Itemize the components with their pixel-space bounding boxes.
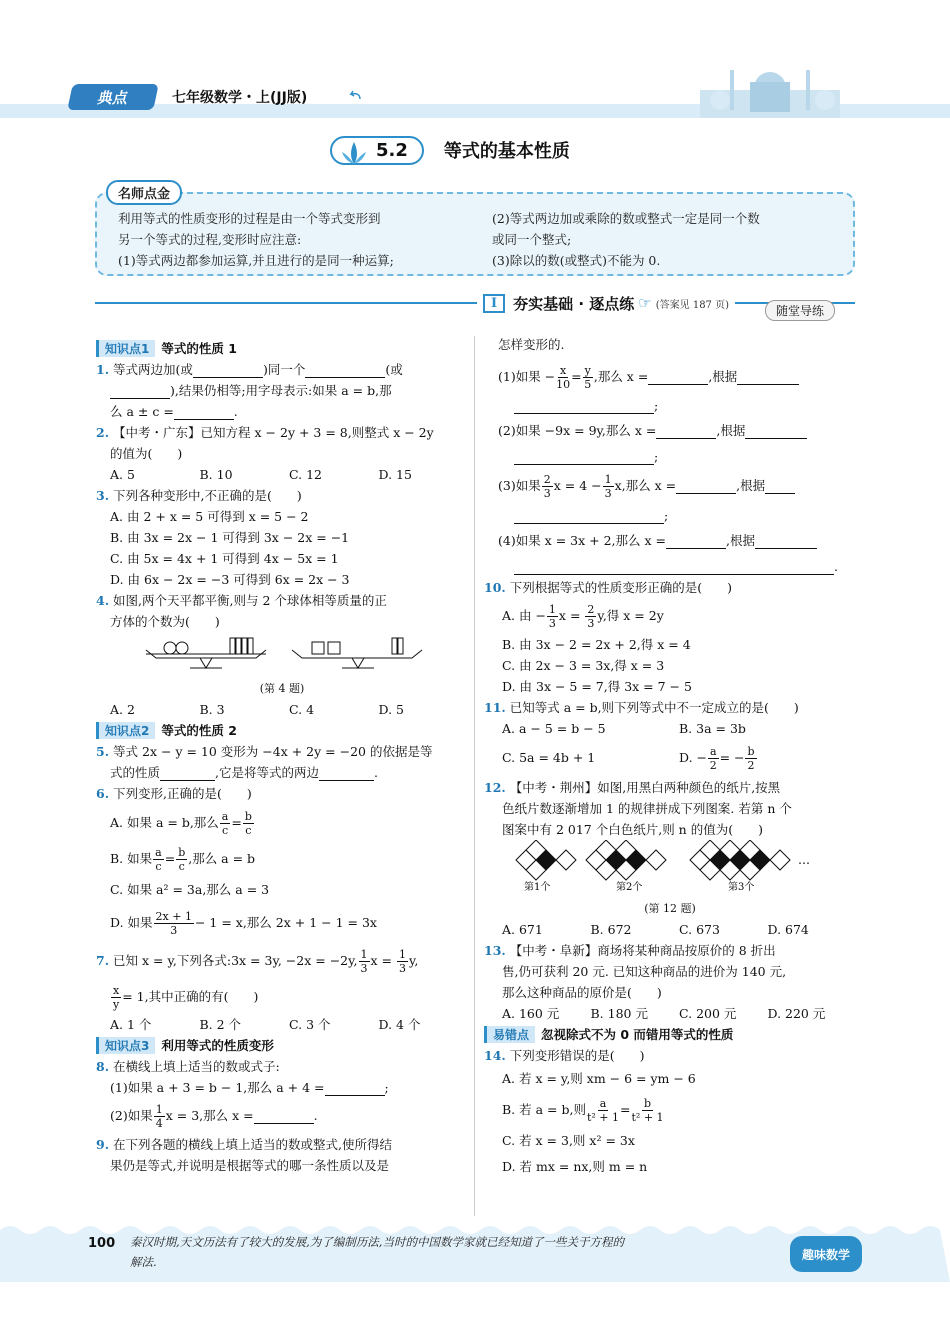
option[interactable]: D. 5 [378, 702, 404, 717]
question-text: 在横线上填上适当的数或式子: [113, 1059, 280, 1074]
question-14 [484, 1045, 856, 1066]
pointing-hand-icon: ☞ [638, 294, 652, 312]
option[interactable] [679, 739, 856, 777]
answer-blank[interactable] [745, 425, 807, 439]
kp-tag: 知识点1 [96, 340, 155, 357]
pattern-label-1: 第1个 [524, 882, 551, 892]
question-5-line2 [96, 762, 468, 783]
question-text: 么 a ± c = [110, 404, 174, 419]
tip-line: (2)等式两边加或乘除的数或整式一定是同一个数 [492, 211, 760, 226]
tip-line: (3)除以的数(或整式)不能为 0. [492, 253, 661, 268]
option-14a[interactable]: A. 若 x = y,则 xm − 6 = ym − 6 [502, 1071, 696, 1086]
figure-caption: (第 12 题) [644, 902, 696, 915]
equals: = [381, 953, 393, 968]
denominator: 2 [747, 759, 755, 772]
question-1-line3 [96, 401, 468, 422]
punctuation: ; [654, 398, 659, 413]
numerator: 2 [587, 603, 595, 616]
answer-blank[interactable] [193, 364, 263, 378]
answer-blank[interactable] [514, 510, 664, 524]
option[interactable]: B. 3 [199, 702, 225, 717]
question-text: 色纸片数逐渐增加 1 的规律拼成下列图案. 若第 n 个 [502, 801, 792, 816]
punctuation: . [374, 765, 378, 780]
option-14b[interactable] [484, 1092, 856, 1128]
option-text: D. − [679, 750, 707, 765]
option[interactable]: A. 1 个 [110, 1017, 152, 1032]
tips-right [492, 208, 842, 271]
equals: = [569, 608, 581, 623]
question-text: 式的性质 [110, 765, 161, 780]
question-number: 7. [96, 953, 110, 968]
question-number: 6. [96, 786, 110, 801]
question-text: 如图,两个天平都平衡,则与 2 个球体相等质量的正 [113, 593, 387, 608]
question-number: 5. [96, 744, 110, 759]
question-text: 【中考・广东】已知方程 x − 2y + 3 = 8,则整式 x − 2y [113, 425, 434, 440]
options [96, 464, 468, 485]
option[interactable]: C. 200 元 [679, 1006, 737, 1021]
options [484, 739, 856, 777]
question-text: ,根据 [708, 369, 738, 384]
tip-line: (1)等式两边都参加运算,并且进行的是同一种运算; [118, 253, 394, 268]
option-10a[interactable]: A. 由 − $\frac{1}{3}$ x = $\frac{2}{3}$ y,得 x = 2y [502, 603, 664, 630]
option[interactable]: D. 15 [378, 467, 412, 482]
answer-blank[interactable] [319, 767, 374, 781]
answer-blank[interactable] [514, 400, 654, 414]
answer-blank[interactable] [514, 451, 654, 465]
question-number: 14. [484, 1048, 506, 1063]
question-text: x = 4 − [553, 478, 602, 493]
denominator: 3 [170, 924, 178, 937]
denominator: c [221, 824, 229, 837]
question-text: 那么这种商品的原价是( ) [502, 985, 662, 1000]
option[interactable]: C. 3 个 [289, 1017, 331, 1032]
err-tag: 易错点 [484, 1026, 535, 1043]
question-number: 9. [96, 1137, 110, 1152]
question-4 [96, 590, 468, 611]
question-1-line2 [96, 380, 468, 401]
question-text: (4)如果 x = 3x + 2,那么 x = [498, 533, 666, 548]
error-point [484, 1024, 856, 1045]
band-title-text: 夯实基础 · 逐点练 [513, 294, 635, 313]
numerator: 2 [543, 473, 551, 486]
option-6d[interactable] [96, 904, 468, 942]
option-6b[interactable] [96, 842, 468, 876]
section-name: 等式的基本性质 [443, 141, 570, 162]
question-text: 果仍是等式,并说明是根据等式的哪一条性质以及是 [110, 1158, 389, 1173]
numerator: 1 [604, 473, 612, 486]
lotus-icon [338, 138, 370, 168]
question-11 [484, 697, 856, 718]
question-text: (或 [385, 362, 403, 377]
numerator: x [113, 984, 120, 997]
figure-caption: (第 4 题) [259, 682, 305, 695]
question-9-1-line2 [484, 395, 856, 416]
numerator: a [155, 846, 162, 859]
question-text: (2)如果 [110, 1108, 153, 1123]
option[interactable]: A. 5 [110, 467, 135, 482]
option[interactable]: B. 672 [590, 922, 632, 937]
question-text: ,根据 [736, 478, 766, 493]
footnote-line: 解法. [130, 1255, 157, 1269]
question-text: 等式 2x − y = 10 变形为 −4x + 2y = −20 的依据是等 [113, 744, 433, 759]
answer-blank[interactable] [160, 767, 215, 781]
left-column [96, 338, 468, 1176]
section-number: 5.2 [376, 139, 408, 161]
page-number: 100 [88, 1236, 116, 1251]
punctuation: ; [654, 449, 659, 464]
question-1 [96, 359, 468, 380]
question-9-4-line2 [484, 556, 856, 577]
denominator: 3 [548, 617, 556, 630]
option-text: A. 如果 a = b,那么 [110, 815, 219, 830]
question-text: x,那么 x = [614, 478, 677, 493]
question-text: (3)如果 [498, 478, 541, 493]
question-text: 的值为( ) [110, 446, 183, 461]
numerator: 1 [155, 1103, 163, 1116]
pattern-label-2: 第2个 [616, 882, 643, 892]
question-10 [484, 577, 856, 598]
question-7: 7. 已知 x = y,下列各式:3x = 3y, −2x = −2y, $\frac{1}{3}$ x = $\frac{1}{3}$ y, [96, 948, 419, 975]
numerator: b [244, 810, 252, 823]
options [484, 718, 856, 739]
denominator: c [155, 860, 162, 873]
denominator: 3 [399, 962, 406, 975]
roman-numeral: I [483, 294, 505, 313]
option[interactable]: B. 3a = 3b [679, 721, 746, 736]
footnote-line: 秦汉时期,天文历法有了较大的发展,为了编制历法,当时的中国数学家就已经知道了一些关于方程的 [130, 1235, 624, 1249]
denominator: t² + 1 [631, 1111, 664, 1124]
punctuation: ; [664, 508, 669, 523]
option[interactable]: D. 674 [767, 922, 809, 937]
denominator: 3 [587, 617, 595, 630]
numerator: x [560, 364, 567, 377]
numerator: b [178, 846, 186, 859]
err-title: 忽视除式不为 0 而错用等式的性质 [541, 1027, 734, 1042]
equals: = [164, 851, 176, 866]
question-text: x = 3,那么 x = [165, 1108, 254, 1123]
question-6 [96, 783, 468, 804]
question-9-2-line2 [484, 446, 856, 467]
denominator: c [245, 824, 252, 837]
question-8-2 [96, 1098, 468, 1134]
numerator: 1 [399, 948, 406, 961]
question-text: 已知等式 a = b,则下列等式中不一定成立的是( ) [509, 700, 799, 715]
denominator: 5 [584, 378, 592, 391]
answer-blank[interactable] [174, 406, 234, 420]
question-number: 2. [96, 425, 110, 440]
question-number: 13. [484, 943, 506, 958]
question-8 [96, 1056, 468, 1077]
option[interactable]: B. 2 个 [199, 1017, 242, 1032]
option[interactable]: C. 由 5x = 4x + 1 可得到 4x − 5x = 1 [110, 551, 339, 566]
option-text: B. 如果 [110, 851, 153, 866]
class-practice-tag: 随堂导练 [765, 300, 835, 321]
question-number: 11. [484, 700, 506, 715]
question-text: 已知 x = y,下列各式:3x = 3y, −2x = −2y, [113, 953, 358, 968]
kp-tag: 知识点3 [96, 1037, 155, 1054]
kp-tag: 知识点2 [96, 722, 155, 739]
balance-scales-figure [96, 632, 468, 672]
option-6c[interactable]: C. 如果 a² = 3a,那么 a = 3 [110, 882, 270, 897]
punctuation: . [233, 404, 238, 419]
numerator: 1 [548, 603, 556, 616]
tips-left [118, 208, 488, 271]
knowledge-point-2 [96, 720, 468, 741]
numerator: b [644, 1097, 652, 1110]
equals: = [231, 815, 242, 830]
question-5 [96, 741, 468, 762]
option[interactable]: B. 10 [199, 467, 233, 482]
option-10c[interactable]: C. 由 2x − 3 = 3x,得 x = 3 [502, 658, 665, 673]
option[interactable]: B. 由 3x = 2x − 1 可得到 3x − 2x = −1 [110, 530, 350, 545]
band-title [477, 293, 735, 314]
options [484, 1003, 856, 1024]
equals: = [571, 369, 582, 384]
option-text: − 1 = x,那么 2x + 1 − 1 = 3x [194, 915, 377, 930]
tip-line: 另一个等式的过程,变形时应注意: [118, 232, 302, 247]
question-text: 售,仍可获利 20 元. 已知这种商品的进价为 140 元, [502, 964, 787, 979]
question-number: 3. [96, 488, 110, 503]
option-6a[interactable] [96, 804, 468, 842]
question-text: (2)如果 −9x = 9y,那么 x = [498, 423, 657, 438]
question-9-1 [484, 359, 856, 395]
options [96, 1014, 468, 1035]
option[interactable]: D. 220 元 [767, 1006, 826, 1021]
book-title: 七年级数学・上(JJ版) [172, 90, 308, 106]
question-text: 图案中有 2 017 个白色纸片,则 n 的值为( ) [502, 822, 763, 837]
denominator: c [178, 860, 185, 873]
fun-math-badge: 趣味数学 [790, 1236, 862, 1272]
tile-pattern-figure [484, 840, 856, 892]
question-9-2 [484, 416, 856, 446]
question-text: ,那么 x = [593, 369, 649, 384]
question-number: 8. [96, 1059, 110, 1074]
ellipsis: … [798, 853, 810, 867]
question-text: = 1,其中正确的有( ) [122, 989, 259, 1004]
question-12 [484, 777, 856, 798]
option-10b[interactable]: B. 由 3x − 2 = 2x + 2,得 x = 4 [502, 637, 691, 652]
question-9-4 [484, 526, 856, 556]
knowledge-point-3 [96, 1035, 468, 1056]
denominator: 3 [543, 487, 551, 500]
denominator: t² + 1 [586, 1111, 620, 1124]
question-number: 12. [484, 780, 506, 795]
footnote [130, 1232, 770, 1272]
question-text: 怎样变形的. [498, 337, 565, 352]
column-divider [474, 336, 475, 1216]
option[interactable]: D. 4 个 [378, 1017, 421, 1032]
kp-title: 等式的性质 2 [161, 723, 237, 738]
option-text: B. 若 a = b,则 [502, 1102, 586, 1117]
section-heading [330, 132, 570, 168]
option[interactable]: D. 由 6x − 2x = −3 可得到 6x = 2x − 3 [110, 572, 350, 587]
answer-note: (答案见 187 页) [655, 299, 729, 311]
question-text: 下列变形,正确的是( ) [113, 786, 252, 801]
answer-blank[interactable] [254, 1110, 314, 1124]
option[interactable]: C. 5a = 4b + 1 [502, 750, 596, 765]
question-text: 下列变形错误的是( ) [509, 1048, 645, 1063]
question-13 [484, 940, 856, 961]
answer-blank[interactable] [325, 1082, 385, 1096]
answer-blank[interactable] [666, 535, 726, 549]
question-text: 【中考・荆州】如图,用黑白两种颜色的纸片,按黑 [509, 780, 781, 795]
punctuation: . [313, 1108, 318, 1123]
tip-line: 利用等式的性质变形的过程是由一个等式变形到 [118, 211, 381, 226]
numerator: b [747, 745, 755, 758]
question-text: 【中考・阜新】商场将某种商品按原价的 8 折出 [509, 943, 776, 958]
option-14d[interactable]: D. 若 mx = nx,则 m = n [502, 1159, 648, 1174]
equals: = [620, 1102, 631, 1117]
option-text: A. 由 − [502, 608, 546, 623]
section-number-badge [330, 136, 424, 165]
question-text: (1)如果 − [498, 369, 556, 384]
option-14c[interactable]: C. 若 x = 3,则 x² = 3x [502, 1133, 635, 1148]
tips-label: 名师点金 [106, 180, 182, 205]
option[interactable]: B. 180 元 [590, 1006, 648, 1021]
question-text: 在下列各题的横线上填上适当的数或整式,使所得结 [113, 1137, 393, 1152]
denominator: 2 [709, 759, 717, 772]
question-9-3-line2 [484, 505, 856, 526]
punctuation: . [834, 559, 838, 574]
answer-blank[interactable] [755, 535, 817, 549]
numerator: 2x + 1 [155, 910, 192, 923]
publisher-logo: 典点 [67, 84, 159, 110]
answer-blank[interactable] [514, 561, 834, 575]
option[interactable]: A. 671 [502, 922, 543, 937]
right-column [484, 334, 856, 1180]
option[interactable]: A. a − 5 = b − 5 [502, 721, 606, 736]
question-number: 4. [96, 593, 110, 608]
numerator: 1 [360, 948, 368, 961]
denominator: 10 [556, 378, 571, 391]
numerator: a [710, 745, 717, 758]
band-line [95, 302, 477, 304]
equals: = − [719, 750, 745, 765]
question-text: ,根据 [725, 533, 755, 548]
question-text: 下列根据等式的性质变形正确的是( ) [509, 580, 732, 595]
knowledge-point-1 [96, 338, 468, 359]
answer-blank[interactable] [765, 480, 795, 494]
tip-line: 或同一个整式; [492, 232, 572, 247]
pattern-label-3: 第3个 [728, 882, 755, 892]
numerator: y [584, 364, 591, 377]
question-2 [96, 422, 468, 443]
option[interactable]: C. 4 [289, 702, 315, 717]
denominator: 3 [360, 962, 368, 975]
answer-blank[interactable] [305, 364, 385, 378]
option-text: D. 如果 [110, 915, 153, 930]
punctuation: ; [384, 1080, 389, 1095]
question-number: 10. [484, 580, 506, 595]
city-skyline-icon [690, 60, 850, 118]
question-9-3 [484, 467, 856, 505]
denominator: 3 [604, 487, 612, 500]
option[interactable]: C. 12 [289, 467, 322, 482]
question-text: 等式两边加(或 [113, 362, 193, 377]
question-text: 下列各种变形中,不正确的是( ) [113, 488, 302, 503]
answer-blank[interactable] [676, 480, 736, 494]
exercise-band [95, 292, 855, 314]
answer-blank[interactable] [656, 425, 716, 439]
question-3 [96, 485, 468, 506]
option[interactable]: C. 673 [679, 922, 720, 937]
option-text: ,那么 a = b [188, 851, 256, 866]
answer-blank[interactable] [737, 371, 799, 385]
question-text: (1)如果 a + 3 = b − 1,那么 a + 4 = [110, 1080, 325, 1095]
options [96, 699, 468, 720]
answer-blank[interactable] [648, 371, 708, 385]
option-10d[interactable]: D. 由 3x − 5 = 7,得 3x = 7 − 5 [502, 679, 692, 694]
option[interactable]: A. 由 2 + x = 5 可得到 x = 5 − 2 [110, 509, 309, 524]
return-arrow-icon [348, 90, 362, 102]
denominator: 4 [155, 1117, 163, 1130]
options [484, 919, 856, 940]
question-text: ,根据 [716, 423, 746, 438]
option[interactable]: A. 160 元 [502, 1006, 560, 1021]
question-8-1 [96, 1077, 468, 1098]
question-text: ,它是将等式的两边 [215, 765, 319, 780]
kp-title: 利用等式的性质变形 [161, 1038, 274, 1053]
answer-blank[interactable] [110, 385, 170, 399]
numerator: a [221, 810, 229, 823]
question-7-line2 [96, 980, 468, 1014]
question-text: ),结果仍相等;用字母表示:如果 a = b,那 [170, 383, 392, 398]
option-text: ,得 x = 2y [602, 608, 664, 623]
question-number: 1. [96, 362, 110, 377]
kp-title: 等式的性质 1 [161, 341, 237, 356]
option[interactable]: A. 2 [110, 702, 135, 717]
numerator: a [599, 1097, 607, 1110]
question-text: 方体的个数为( ) [110, 614, 220, 629]
question-9 [96, 1134, 468, 1155]
denominator: y [113, 998, 120, 1011]
question-text: )同一个 [262, 362, 306, 377]
